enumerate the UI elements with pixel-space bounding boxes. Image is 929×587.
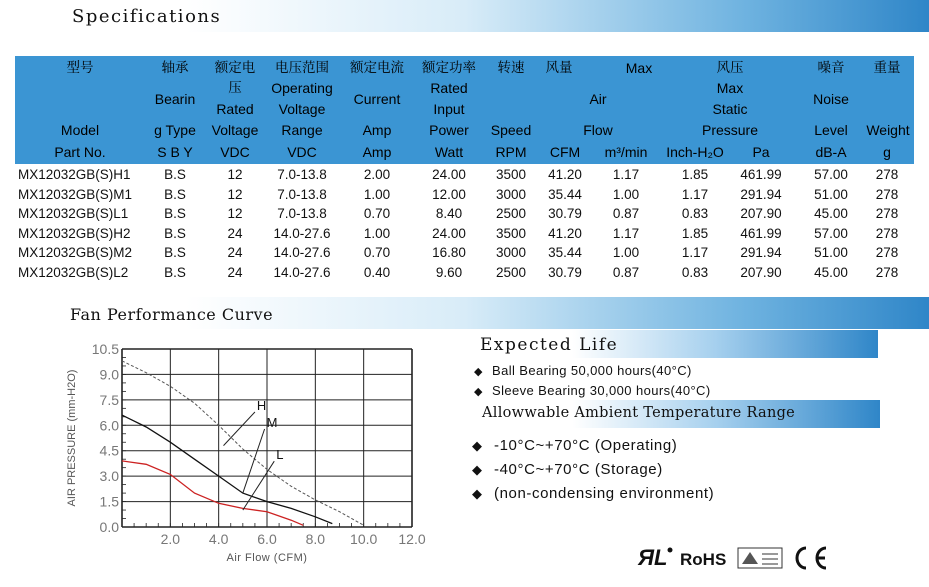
cell-noise: 57.00 xyxy=(814,225,848,241)
header-pressure-3: Pressure xyxy=(701,122,759,138)
header-pressure-cn: 风压 xyxy=(716,60,744,76)
header-bearing-3: S B Y xyxy=(157,144,193,160)
header-power-2: Input xyxy=(433,101,465,117)
header-bearing-2: g Type xyxy=(154,122,196,138)
cell-weight: 278 xyxy=(875,245,899,260)
diamond-bullet-icon: ◆ xyxy=(472,438,483,453)
header-flow-cn: 风量 xyxy=(545,60,573,76)
y-tick-label: 0.0 xyxy=(99,519,119,535)
header-noise-cn: 噪音 xyxy=(817,60,845,76)
cell-m3min: 1.17 xyxy=(612,167,640,182)
cell-m3min: 1.00 xyxy=(612,186,640,202)
header-voltage-1: Rated xyxy=(216,101,254,117)
header-voltage-cn2: 压 xyxy=(228,80,242,96)
header-noise-3: dB-A xyxy=(815,144,847,160)
cell-current: 1.00 xyxy=(363,186,391,202)
cell-voltage: 12 xyxy=(227,186,243,202)
certification-marks xyxy=(636,540,836,574)
life-item-text: Ball Bearing 50,000 hours(40°C) xyxy=(492,363,692,378)
diamond-bullet-icon: ◆ xyxy=(472,486,483,501)
temperature-item xyxy=(472,461,663,478)
cell-bearing: B.S xyxy=(164,167,186,182)
cell-weight: 278 xyxy=(875,167,899,182)
x-tick-label: 6.0 xyxy=(257,531,277,547)
header-pressure-1: Max xyxy=(716,80,744,96)
cell-voltage: 24 xyxy=(227,225,243,241)
y-tick-label: 3.0 xyxy=(99,468,119,485)
header-power-1: Rated xyxy=(430,80,468,96)
temperature-item xyxy=(472,485,714,502)
cell-inch-h2o: 1.85 xyxy=(681,167,709,182)
cell-inch-h2o: 0.83 xyxy=(681,206,709,221)
expected-life-title: Expected Life xyxy=(480,335,619,355)
cell-pa: 207.90 xyxy=(740,206,782,221)
header-weight-1: Weight xyxy=(866,122,910,138)
ul-mark-icon xyxy=(637,545,673,570)
table-row xyxy=(15,243,914,262)
cell-pa: 461.99 xyxy=(740,225,782,241)
x-tick-label: 8.0 xyxy=(305,531,326,547)
cell-cfm: 35.44 xyxy=(548,186,582,202)
cell-bearing: B.S xyxy=(164,245,186,260)
performance-title: Fan Performance Curve xyxy=(70,305,274,324)
header-model-cn: 型号 xyxy=(66,60,94,76)
cell-power: 12.00 xyxy=(432,186,466,202)
y-tick-label: 7.5 xyxy=(99,391,119,408)
header-bearing-cn: 轴承 xyxy=(161,60,189,76)
header-current-cn: 额定电流 xyxy=(350,60,404,76)
header-power-3: Power xyxy=(429,122,469,138)
cell-power: 24.00 xyxy=(432,225,466,241)
cell-weight: 278 xyxy=(875,206,899,221)
header-flow-2: Air xyxy=(589,91,607,107)
cell-pa: 461.99 xyxy=(740,167,782,182)
cell-model: MX12032GB(S)L1 xyxy=(18,206,129,221)
cell-m3min: 1.00 xyxy=(612,245,640,260)
header-voltage-3: VDC xyxy=(220,144,250,160)
x-axis-label: Air Flow (CFM) xyxy=(226,552,308,564)
cell-current: 2.00 xyxy=(363,167,391,182)
temperature-title: Allowwable Ambient Temperature Range xyxy=(482,405,796,421)
cell-cfm: 41.20 xyxy=(548,225,582,241)
cell-inch-h2o: 0.83 xyxy=(681,264,709,280)
temperature-item xyxy=(472,437,677,454)
series-line-h xyxy=(122,361,364,525)
life-item xyxy=(474,363,692,378)
cell-range: 7.0-13.8 xyxy=(277,206,327,221)
cell-noise: 51.00 xyxy=(814,245,848,260)
header-range-1: Operating xyxy=(271,80,333,96)
header-range-2: Voltage xyxy=(278,101,326,117)
ce-mark-icon xyxy=(797,548,826,568)
table-row xyxy=(15,165,914,184)
cell-range: 14.0-27.6 xyxy=(273,245,331,260)
series-leader-line xyxy=(224,412,255,446)
cell-noise: 45.00 xyxy=(814,206,848,221)
cell-m3min: 0.87 xyxy=(612,264,640,280)
x-tick-label: 12.0 xyxy=(398,531,426,547)
x-tick-label: 10.0 xyxy=(350,531,378,547)
cell-inch-h2o: 1.17 xyxy=(681,186,709,202)
cell-cfm: 30.79 xyxy=(548,206,582,221)
cell-range: 14.0-27.6 xyxy=(273,264,331,280)
x-tick-label: 4.0 xyxy=(208,531,229,547)
cell-model: MX12032GB(S)H2 xyxy=(18,225,131,241)
cell-bearing: B.S xyxy=(164,206,186,221)
cell-pa: 207.90 xyxy=(740,264,782,280)
header-range-3: Range xyxy=(281,122,323,138)
cell-cfm: 30.79 xyxy=(548,264,582,280)
header-speed-2: RPM xyxy=(495,144,527,160)
cell-pa: 291.94 xyxy=(740,186,782,202)
series-line-l xyxy=(122,461,303,525)
series-label-h: H xyxy=(256,398,267,414)
cell-weight: 278 xyxy=(875,264,899,280)
header-current-3: Amp xyxy=(362,144,392,160)
svg-text:Я: Я xyxy=(638,545,655,570)
cell-range: 7.0-13.8 xyxy=(277,167,327,182)
y-tick-label: 4.5 xyxy=(99,442,119,459)
spec-table-body xyxy=(15,165,914,283)
rohs-mark: RoHS xyxy=(680,550,727,569)
performance-chart-svg xyxy=(60,335,440,575)
table-row xyxy=(15,224,914,243)
cell-weight: 278 xyxy=(875,186,899,202)
certification-svg xyxy=(636,540,836,574)
cell-current: 0.40 xyxy=(363,264,391,280)
tuv-mark-icon xyxy=(738,548,782,568)
cell-pa: 291.94 xyxy=(740,245,782,260)
diamond-bullet-icon: ◆ xyxy=(472,462,483,477)
header-power-4: Watt xyxy=(434,144,464,160)
life-item xyxy=(474,383,711,398)
header-flow-1: Max xyxy=(625,60,653,76)
header-flow-3: Flow xyxy=(583,122,613,138)
header-current-2: Amp xyxy=(362,122,392,138)
header-range-cn: 电压范围 xyxy=(275,60,329,76)
table-row xyxy=(15,263,914,282)
cell-current: 1.00 xyxy=(363,225,391,241)
cell-voltage: 24 xyxy=(227,264,243,280)
cell-power: 8.40 xyxy=(435,206,463,221)
performance-chart xyxy=(60,335,440,575)
header-speed-1: Speed xyxy=(490,122,532,138)
cell-speed: 2500 xyxy=(495,264,527,280)
header-pressure-pa: Pa xyxy=(752,144,770,160)
temperature-item-text: (non-condensing environment) xyxy=(494,485,715,502)
cell-range: 7.0-13.8 xyxy=(277,186,327,202)
cell-cfm: 41.20 xyxy=(548,167,582,182)
temperature-item-text: -40°C~+70°C (Storage) xyxy=(494,461,663,478)
header-current-1: Current xyxy=(353,91,401,107)
series-leader-line xyxy=(243,429,265,493)
cell-inch-h2o: 1.17 xyxy=(681,245,709,260)
table-row xyxy=(15,185,914,204)
header-part-no: Part No. xyxy=(54,144,106,160)
cell-bearing: B.S xyxy=(164,264,186,280)
header-weight-cn: 重量 xyxy=(873,60,901,76)
series-line-m xyxy=(122,415,332,523)
y-tick-label: 10.5 xyxy=(91,341,119,357)
cell-noise: 45.00 xyxy=(814,264,848,280)
header-weight-2: g xyxy=(883,144,891,160)
temperature-item-text: -10°C~+70°C (Operating) xyxy=(494,437,678,454)
y-tick-label: 6.0 xyxy=(99,417,119,434)
cell-power: 24.00 xyxy=(432,167,466,182)
y-axis-label: AIR PRESSURE (mm-H2O) xyxy=(66,369,78,507)
cell-current: 0.70 xyxy=(363,206,391,221)
cell-noise: 57.00 xyxy=(814,167,848,182)
cell-speed: 3500 xyxy=(495,225,527,241)
cell-weight: 278 xyxy=(875,225,899,241)
header-noise-2: Level xyxy=(814,122,848,138)
cell-m3min: 1.17 xyxy=(612,225,640,241)
cell-bearing: B.S xyxy=(164,225,186,241)
cell-power: 9.60 xyxy=(435,264,463,280)
header-voltage-2: Voltage xyxy=(211,122,259,138)
series-label-l: L xyxy=(276,447,284,463)
cell-m3min: 0.87 xyxy=(612,206,640,221)
x-tick-label: 2.0 xyxy=(160,531,181,547)
cell-voltage: 12 xyxy=(227,206,243,221)
header-bearing-1: Bearin xyxy=(154,91,196,107)
cell-voltage: 24 xyxy=(227,245,243,260)
cell-range: 14.0-27.6 xyxy=(273,225,331,241)
table-row xyxy=(15,204,914,223)
diamond-bullet-icon: ◆ xyxy=(474,386,483,398)
svg-text:L: L xyxy=(654,545,668,570)
series-label-m: M xyxy=(266,414,278,430)
header-flow-cfm: CFM xyxy=(549,144,581,160)
cell-noise: 51.00 xyxy=(814,186,848,202)
header-speed-cn: 转速 xyxy=(497,60,525,76)
cell-power: 16.80 xyxy=(432,245,466,260)
life-item-text: Sleeve Bearing 30,000 hours(40°C) xyxy=(492,383,711,398)
cell-model: MX12032GB(S)H1 xyxy=(18,167,131,182)
cell-bearing: B.S xyxy=(164,186,186,202)
y-tick-label: 9.0 xyxy=(99,366,119,383)
cell-inch-h2o: 1.85 xyxy=(681,225,709,241)
cell-voltage: 12 xyxy=(227,167,243,182)
cell-model: MX12032GB(S)L2 xyxy=(18,264,129,280)
cell-model: MX12032GB(S)M2 xyxy=(18,245,133,260)
diamond-bullet-icon: ◆ xyxy=(474,366,483,378)
header-range-4: VDC xyxy=(287,144,317,160)
header-voltage-cn1: 额定电 xyxy=(214,60,256,76)
header-noise-1: Noise xyxy=(813,91,849,107)
header-pressure-2: Static xyxy=(712,101,748,117)
cell-speed: 3000 xyxy=(495,245,527,260)
header-flow-m3: m³/min xyxy=(604,144,648,160)
spec-table-header xyxy=(15,56,914,164)
header-pressure-inch: Inch-H₂O xyxy=(666,144,724,160)
cell-model: MX12032GB(S)M1 xyxy=(18,186,133,202)
cell-current: 0.70 xyxy=(363,245,391,260)
cell-speed: 2500 xyxy=(495,206,527,221)
cell-speed: 3500 xyxy=(495,167,527,182)
y-tick-label: 1.5 xyxy=(99,493,119,510)
header-power-cn: 额定功率 xyxy=(422,60,476,76)
specifications-title: Specifications xyxy=(72,6,222,27)
header-model: Model xyxy=(60,122,100,138)
cell-speed: 3000 xyxy=(495,186,527,202)
cell-cfm: 35.44 xyxy=(548,245,582,260)
